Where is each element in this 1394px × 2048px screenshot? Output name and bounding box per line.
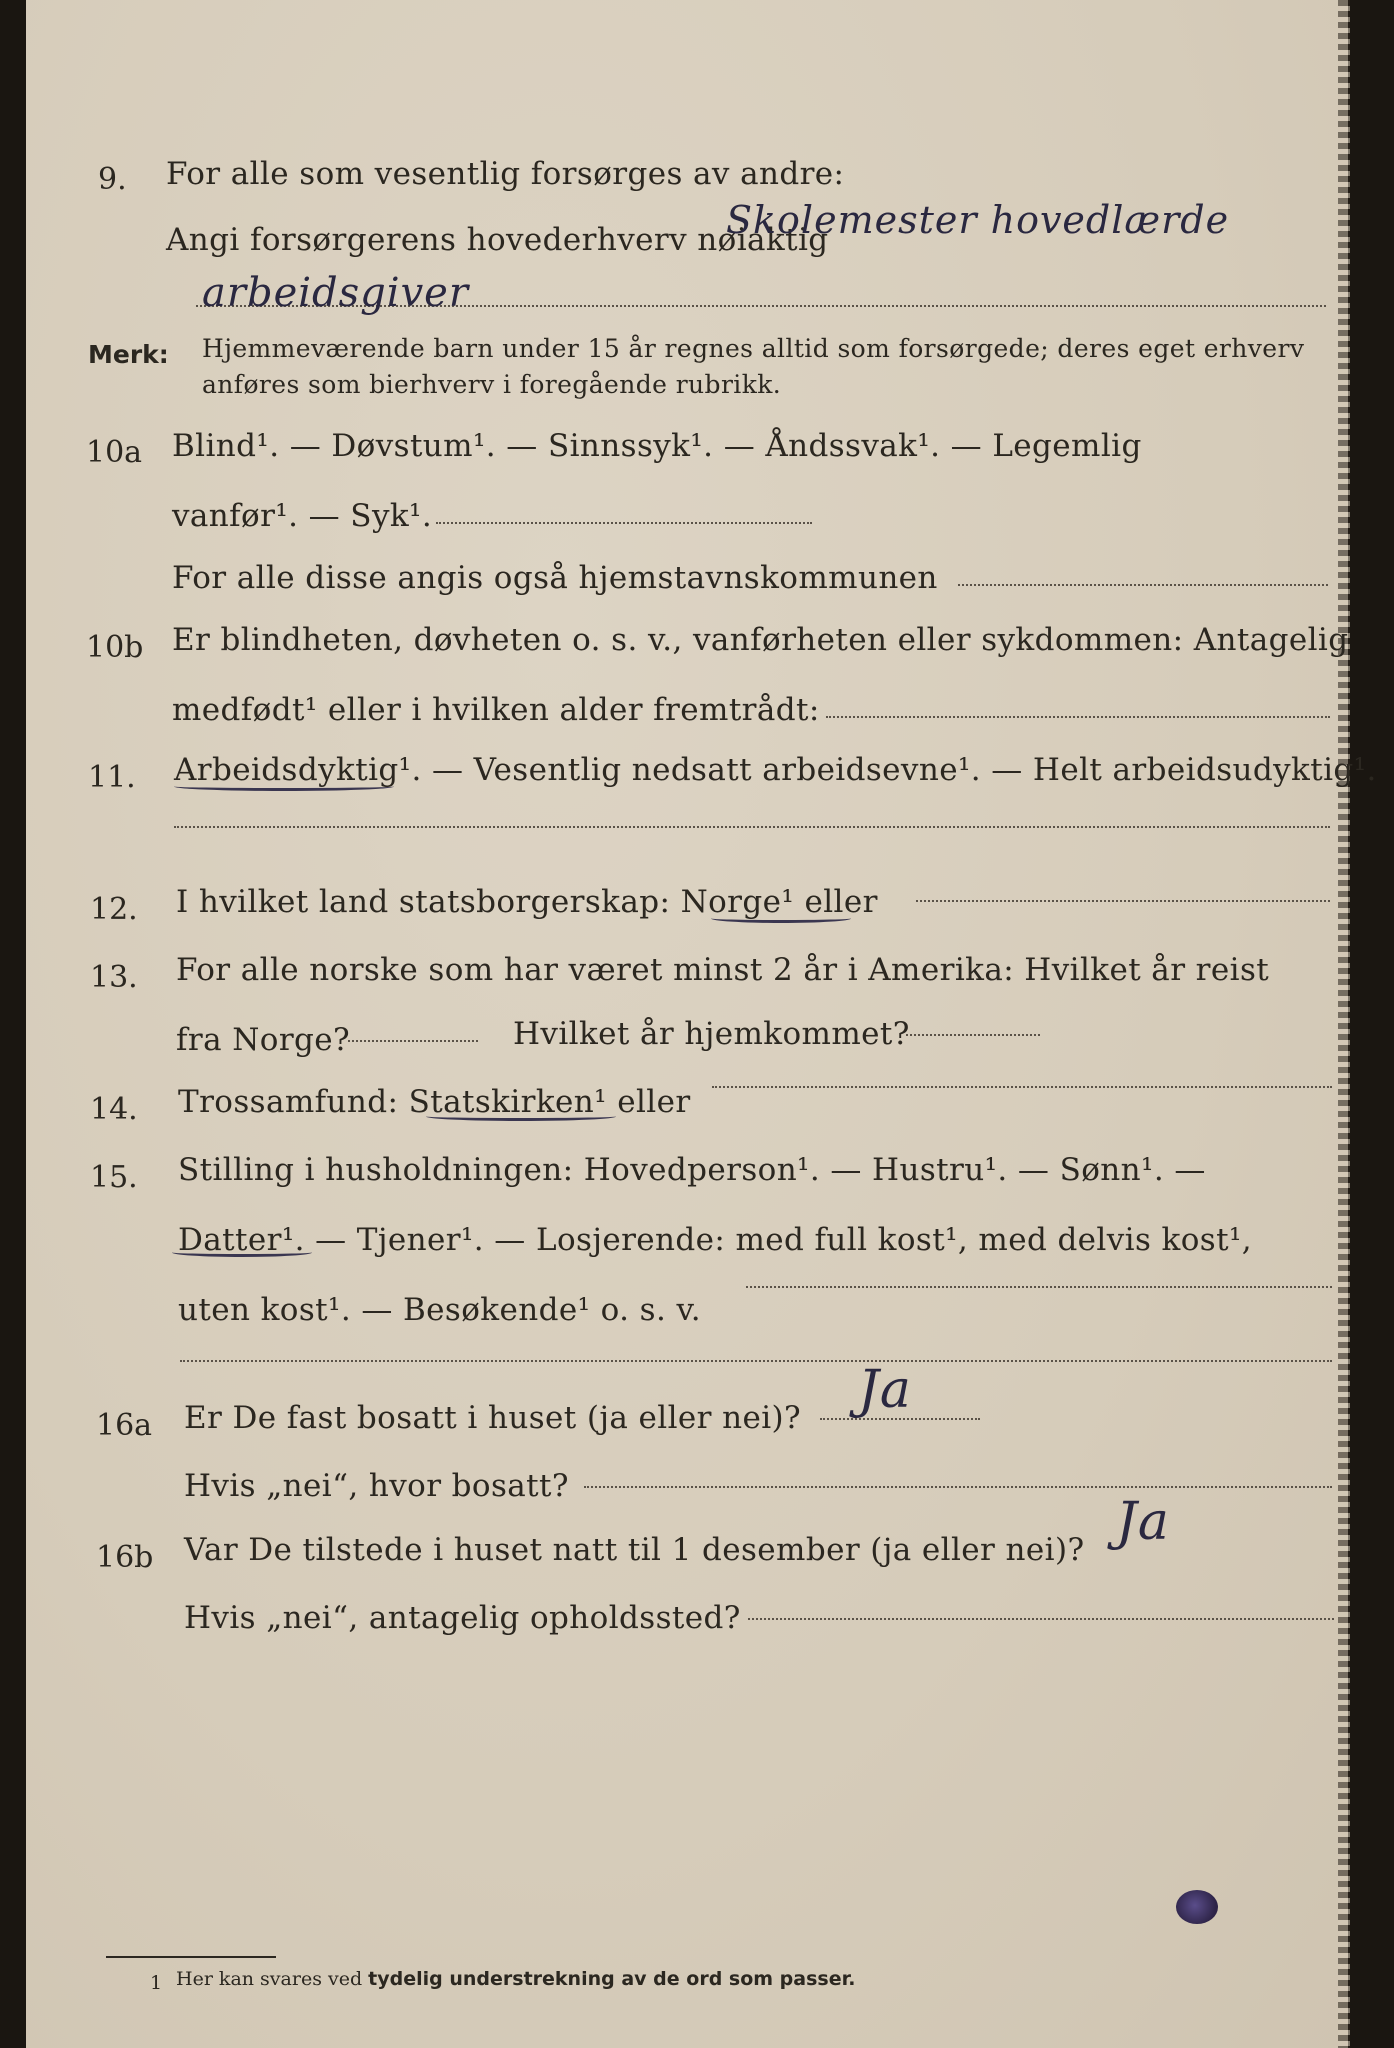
q15-line3: uten kost¹. — Besøkende¹ o. s. v. — [178, 1292, 701, 1328]
q13-hjemkommet-line[interactable] — [906, 1034, 1040, 1036]
merk-label: Merk: — [88, 340, 169, 369]
q14-selection-underline — [426, 1112, 616, 1121]
q16b-line2: Hvis „nei“, antagelig opholdssted? — [184, 1600, 741, 1636]
q16a-line2: Hvis „nei“, hvor bosatt? — [184, 1468, 569, 1504]
census-form-page — [26, 0, 1377, 2048]
q10a-line2: vanfør¹. — Syk¹. — [172, 498, 433, 534]
q16b-opholdssted-line[interactable] — [748, 1618, 1334, 1620]
q11-answer-line[interactable] — [174, 826, 1330, 828]
q12-answer-line[interactable] — [916, 900, 1330, 902]
q9-number: 9. — [98, 162, 127, 197]
q10b-line1: Er blindheten, døvheten o. s. v., vanførheten eller sykdommen: Antagelig — [172, 622, 1349, 658]
q9-handwritten-answer2: arbeidsgiver — [202, 270, 469, 316]
merk-line2: anføres som bierhverv i foregående rubrikk. — [202, 370, 782, 399]
merk-line1: Hjemmeværende barn under 15 år regnes alltid som forsørgede; deres eget erhverv — [202, 334, 1305, 363]
footnote-text: Her kan svares ved tydelig understrekning av de ord som passer. — [176, 1968, 856, 1990]
q12-selection-underline — [711, 914, 851, 923]
q13-line1: For alle norske som har været minst 2 år i Amerika: Hvilket år reist — [176, 952, 1270, 988]
q11-number: 11. — [88, 760, 136, 795]
q15-number: 15. — [90, 1160, 138, 1195]
q15-answer-line[interactable] — [746, 1286, 1332, 1288]
q10a-line1: Blind¹. — Døvstum¹. — Sinnssyk¹. — Åndssvak¹. — Legemlig — [172, 428, 1142, 464]
q15-line2: Datter¹. — Tjener¹. — Losjerende: med full kost¹, med delvis kost¹, — [178, 1222, 1253, 1258]
q10b-number: 10b — [86, 630, 144, 665]
q14-number: 14. — [90, 1092, 138, 1127]
q11-line1: Arbeidsdyktig¹. — Vesentlig nedsatt arbeidsevne¹. — Helt arbeidsudyktig¹. — [174, 752, 1377, 788]
q13-line2b: Hvilket år hjemkommet? — [513, 1016, 910, 1052]
q15-extra-line[interactable] — [180, 1360, 1332, 1362]
q12-line1: I hvilket land statsborgerskap: Norge¹ eller — [176, 884, 878, 920]
q16b-number: 16b — [96, 1540, 154, 1575]
q16b-handwritten-answer: Ja — [1116, 1492, 1170, 1552]
q14-answer-line[interactable] — [712, 1086, 1332, 1088]
q16a-bosatt-line[interactable] — [584, 1486, 1332, 1488]
q16a-line1: Er De fast bosatt i huset (ja eller nei)? — [184, 1400, 802, 1436]
q14-line1: Trossamfund: Statskirken¹ eller — [178, 1084, 691, 1120]
q11-selection-underline — [174, 782, 394, 791]
q9-line1: For alle som vesentlig forsørges av andre: — [166, 156, 845, 192]
q13-number: 13. — [90, 960, 138, 995]
q10a-line3: For alle disse angis også hjemstavnskommunen — [172, 560, 938, 596]
q10b-line2: medfødt¹ eller i hvilken alder fremtrådt: — [172, 692, 820, 728]
q16a-number: 16a — [96, 1408, 153, 1443]
torn-edge — [1338, 0, 1350, 2048]
footnote-mark: 1 — [150, 1972, 163, 1994]
ink-blot — [1176, 1890, 1218, 1924]
q13-line2a: fra Norge? — [176, 1022, 351, 1058]
q9-handwritten-answer1: Skolemester hovedlærde — [726, 198, 1230, 242]
q9-line2: Angi forsørgerens hovederhverv nøiaktig — [166, 222, 829, 258]
q16b-line1: Var De tilstede i huset natt til 1 desember (ja eller nei)? — [184, 1532, 1085, 1568]
footnote-rule — [106, 1956, 276, 1958]
q10a-number: 10a — [86, 435, 143, 470]
q10a-kommune-line[interactable] — [958, 584, 1328, 586]
q10b-answer-line[interactable] — [826, 716, 1330, 718]
q16a-handwritten-answer: Ja — [858, 1360, 912, 1420]
q12-number: 12. — [90, 892, 138, 927]
q10a-syk-line[interactable] — [436, 522, 812, 524]
q15-selection-underline — [172, 1248, 312, 1257]
q15-line1: Stilling i husholdningen: Hovedperson¹. — Hustru¹. — Sønn¹. — — [178, 1152, 1206, 1188]
q13-reist-line[interactable] — [348, 1040, 478, 1042]
